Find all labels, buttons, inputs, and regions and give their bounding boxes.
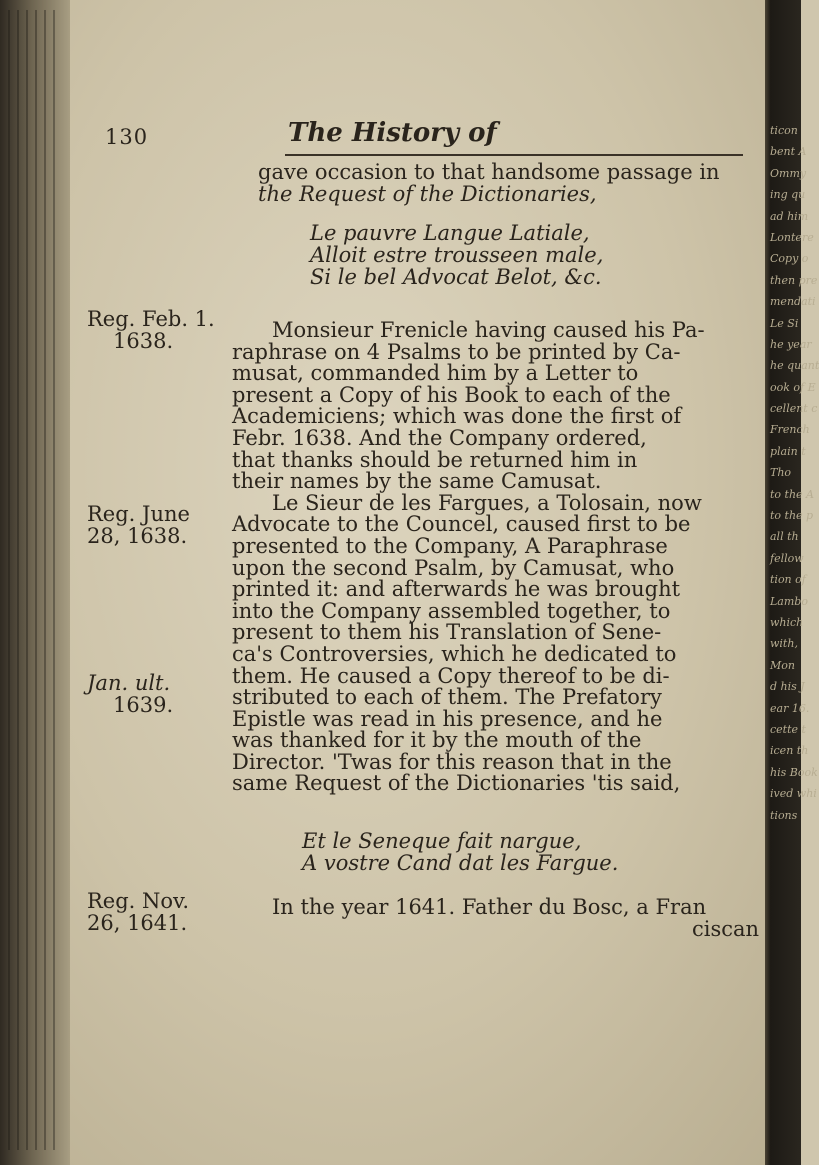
text-line: that thanks should be returned him in (232, 447, 638, 472)
verse-block-1 (310, 222, 603, 288)
fragment: cette t (770, 722, 806, 736)
facing-page-fragments (770, 120, 819, 826)
facing-page-edge (765, 0, 819, 1165)
text-line: was thanked for it by the mouth of the (232, 728, 642, 753)
gutter-texture (8, 10, 58, 1150)
text-line: Director. 'Twas for this reason that in the (232, 749, 672, 774)
main-body (232, 320, 744, 795)
margin-note-feb-1638 (87, 308, 215, 352)
margin-note-line: Reg. June (87, 502, 190, 526)
fragment: Ommy (770, 166, 807, 180)
fragment: Tho (770, 466, 792, 480)
text-line: Le Sieur de les Fargues, a Tolosain, now (272, 490, 702, 515)
text-line: Academiciens; which was done the first of (232, 404, 682, 429)
margin-note-line: Reg. Feb. 1. (87, 307, 215, 331)
verse-block-2 (302, 830, 618, 874)
text-line: printed it: and afterwards he was brought (232, 577, 681, 602)
margin-note-line: 26, 1641. (87, 911, 188, 935)
text-line: In the year 1641. Father du Bosc, a Fran (272, 895, 707, 919)
fragment: ived whi (770, 787, 817, 801)
margin-note-line: 28, 1638. (87, 524, 188, 548)
fragment: d his J (770, 680, 805, 694)
text-line: ciscan (692, 916, 760, 941)
text-line: present a Copy of his Book to each of the (232, 382, 671, 407)
fragment: bent A (770, 145, 807, 159)
text-line: present to them his Translation of Sene- (232, 620, 662, 645)
fragment: tion of (770, 573, 806, 587)
margin-note-line: Reg. Nov. (87, 889, 190, 913)
text-line: stributed to each of them. The Prefatory (232, 685, 662, 710)
text-line: ca's Controversies, which he dedicated to (232, 641, 677, 666)
closing-paragraph (272, 897, 784, 940)
fragment: cellent c (770, 402, 818, 416)
fragment: then pre (770, 273, 818, 287)
text-line: upon the second Psalm, by Camusat, who (232, 555, 675, 580)
verse-line: Et le Seneque fait nargue, (302, 829, 582, 853)
fragment: Mon (770, 658, 795, 672)
text-line: Febr. 1638. And the Company ordered, (232, 425, 647, 450)
margin-note-jan-1639 (87, 672, 173, 716)
fragment: ook of E (770, 380, 816, 394)
text-line: Monsieur Frenicle having caused his Pa- (272, 318, 705, 342)
binding-gutter (0, 0, 70, 1165)
text-line: presented to the Company, A Paraphrase (232, 533, 668, 558)
fragment: ear 16. (770, 701, 810, 715)
fragment: Le Si (770, 316, 799, 330)
margin-note-line: Jan. ult. (87, 671, 171, 695)
fragment: ad him (770, 209, 809, 223)
text-line: raphrase on 4 Psalms to be printed by Ca- (232, 339, 681, 364)
verse-line: Si le bel Advocat Belot, &c. (310, 265, 602, 289)
fragment: with, (770, 637, 798, 651)
fragment: ing qu (770, 188, 806, 202)
verse-line: A vostre Cand dat les Fargue. (302, 851, 619, 875)
text-line: musat, commanded him by a Letter to (232, 361, 639, 386)
fragment: French (770, 423, 810, 437)
fragment: his Book (770, 765, 818, 779)
fragment: plain t (770, 444, 806, 458)
fragment: icen th (770, 744, 809, 758)
text-line: into the Company assembled together, to (232, 598, 671, 623)
fragment: ticon (770, 124, 798, 137)
margin-note-line: 1639. (113, 693, 174, 717)
header-rule (285, 154, 743, 156)
verse-line: Le pauvre Langue Latiale, (310, 221, 590, 245)
running-head: The History of (288, 118, 497, 148)
margin-note-line: 1638. (113, 329, 174, 353)
fragment: to the p (770, 509, 814, 523)
fragment: fellow (770, 551, 804, 565)
text-line: Epistle was read in his presence, and he (232, 706, 663, 731)
text-line: gave occasion to that handsome passage in (258, 160, 720, 184)
fragment: which (770, 615, 804, 629)
text-line: Advocate to the Councel, caused first to be (232, 512, 691, 537)
margin-note-june-1638 (87, 503, 190, 547)
fragment: to the A (770, 487, 814, 501)
fragment: mendati (770, 295, 816, 309)
text-line: the Request of the Dictionaries, (258, 181, 597, 206)
fragment: all th (770, 530, 799, 544)
fragment: he year (770, 337, 812, 351)
margin-note-nov-1641 (87, 890, 189, 934)
fragment: Copy o (770, 252, 809, 266)
text-line: their names by the same Camusat. (232, 469, 602, 494)
fragment: tions (770, 808, 798, 822)
fragment: Lontere (770, 230, 814, 244)
opening-paragraph (258, 162, 770, 205)
fragment: Lambo (770, 594, 808, 608)
verse-line: Alloit estre trousseen male, (310, 243, 604, 267)
text-line: them. He caused a Copy thereof to be di- (232, 663, 670, 688)
fragment: he quant (770, 359, 819, 373)
page-number: 130 (105, 125, 149, 149)
text-line: same Request of the Dictionaries 'tis said, (232, 771, 681, 796)
